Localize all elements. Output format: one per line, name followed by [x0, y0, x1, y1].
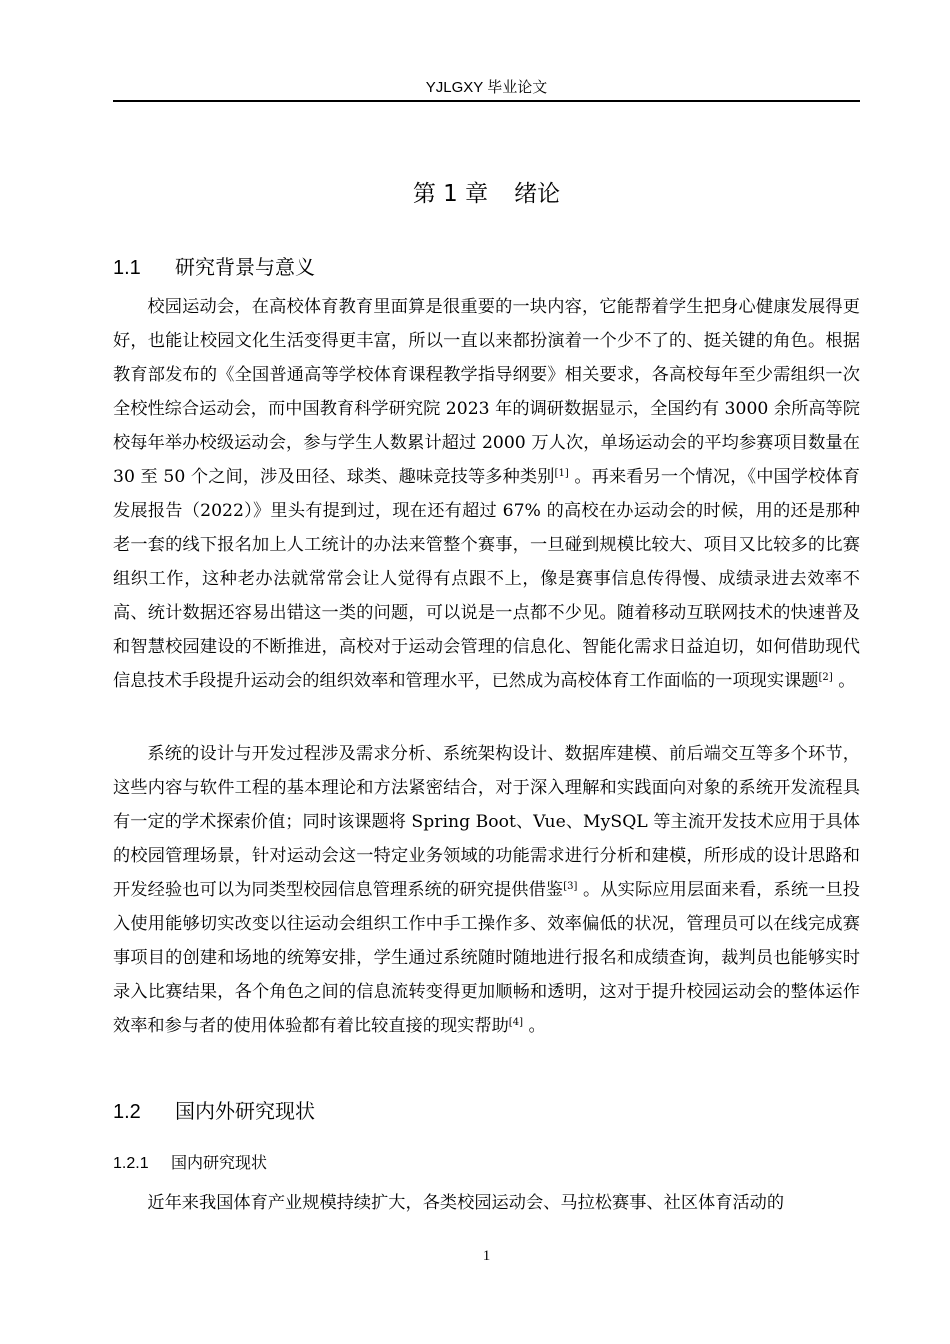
citation-ref-4[interactable]: [4]	[508, 1017, 524, 1028]
header-rule	[113, 100, 860, 102]
paragraph-background	[113, 290, 860, 698]
paragraph-domestic-status	[113, 1186, 860, 1220]
section-title: 研究背景与意义	[175, 255, 315, 279]
subsection-title: 国内研究现状	[171, 1153, 268, 1172]
paragraph-text: 。再来看另一个情况，《中国学校体育发展报告（2022）》里头有提到过，现在还有超过 67% 的高校在办运动会的时候，用的还是那种老一套的线下报名加上人工统计的办法来管整个赛事，一旦碰到规模比较大、项目又比较多的比赛组织工作，这种老办法就常常会让人觉得有点跟不上，像是赛事信息传得慢、成绩录进去效率不高、统计数据还容易出错这一类的问题，可以说是一点都不少见。随着移动互联网技术的快速普及和智慧校园建设的不断推进，高校对于运动会管理的信息化、智能化需求日益迫切，如何借助现代信息技术手段提升运动会的组织效率和管理水平，已然成为高校体育工作面临的一项现实课题	[113, 467, 860, 691]
citation-ref-1[interactable]: [1]	[554, 468, 569, 479]
page-number: 1	[482, 1248, 491, 1264]
section-number: 1.1	[113, 257, 141, 279]
paragraph-text: 近年来我国体育产业规模持续扩大，各类校园运动会、马拉松赛事、社区体育活动的	[147, 1193, 785, 1213]
paragraph-significance	[113, 737, 860, 1043]
citation-ref-3[interactable]: [3]	[563, 881, 578, 892]
paragraph-text: 校园运动会，在高校体育教育里面算是很重要的一块内容，它能帮着学生把身心健康发展得更好，也能让校园文化生活变得更丰富，所以一直以来都扮演着一个少不了的、挺关键的角色。根据教育部发布的《全国普通高等学校体育课程教学指导纲要》相关要求，各高校每年至少需组织一次全校性综合运动会，而中国教育科学研究院 2023 年的调研数据显示，全国约有 3000 余所高等院校每年举办校级运动会，参与学生人数累计超过 2000 万人次，单场运动会的平均参赛项目数量在 30 至 50 个之间，涉及田径、球类、趣味竞技等多种类别	[113, 297, 860, 487]
subsection-number: 1.2.1	[113, 1155, 149, 1172]
section-heading-1-1	[113, 253, 315, 282]
chapter-heading	[113, 178, 860, 210]
paragraph-text: 。	[832, 671, 856, 691]
subsection-heading-1-2-1	[113, 1151, 267, 1176]
paragraph-text: 系统的设计与开发过程涉及需求分析、系统架构设计、数据库建模、前后端交互等多个环节，这些内容与软件工程的基本理论和方法紧密结合，对于深入理解和实践面向对象的系统开发流程具有一定的学术探索价值；同时该课题将 Spring Boot、Vue、MySQL 等主流开发技术应用于具体的校园管理场景，针对运动会这一特定业务领域的功能需求进行分析和建模，所形成的设计思路和开发经验也可以为同类型校园信息管理系统的研究提供借鉴	[113, 744, 860, 900]
paragraph-text: 。	[523, 1016, 546, 1036]
section-number: 1.2	[113, 1101, 141, 1123]
section-title: 国内外研究现状	[175, 1099, 315, 1123]
chapter-title: 绪论	[514, 181, 561, 207]
running-header: YJLGXY 毕业论文	[425, 79, 548, 96]
chapter-number: 第 1 章	[412, 181, 489, 207]
section-heading-1-2	[113, 1097, 315, 1126]
paragraph-text: 。从实际应用层面来看，系统一旦投入使用能够切实改变以往运动会组织工作中手工操作多、效率偏低的状况，管理员可以在线完成赛事项目的创建和场地的统筹安排，学生通过系统随时随地进行报名和成绩查询，裁判员也能够实时录入比赛结果，各个角色之间的信息流转变得更加顺畅和透明，这对于提升校园运动会的整体运作效率和参与者的使用体验都有着比较直接的现实帮助	[113, 880, 860, 1036]
citation-ref-2[interactable]: [2]	[818, 672, 833, 683]
